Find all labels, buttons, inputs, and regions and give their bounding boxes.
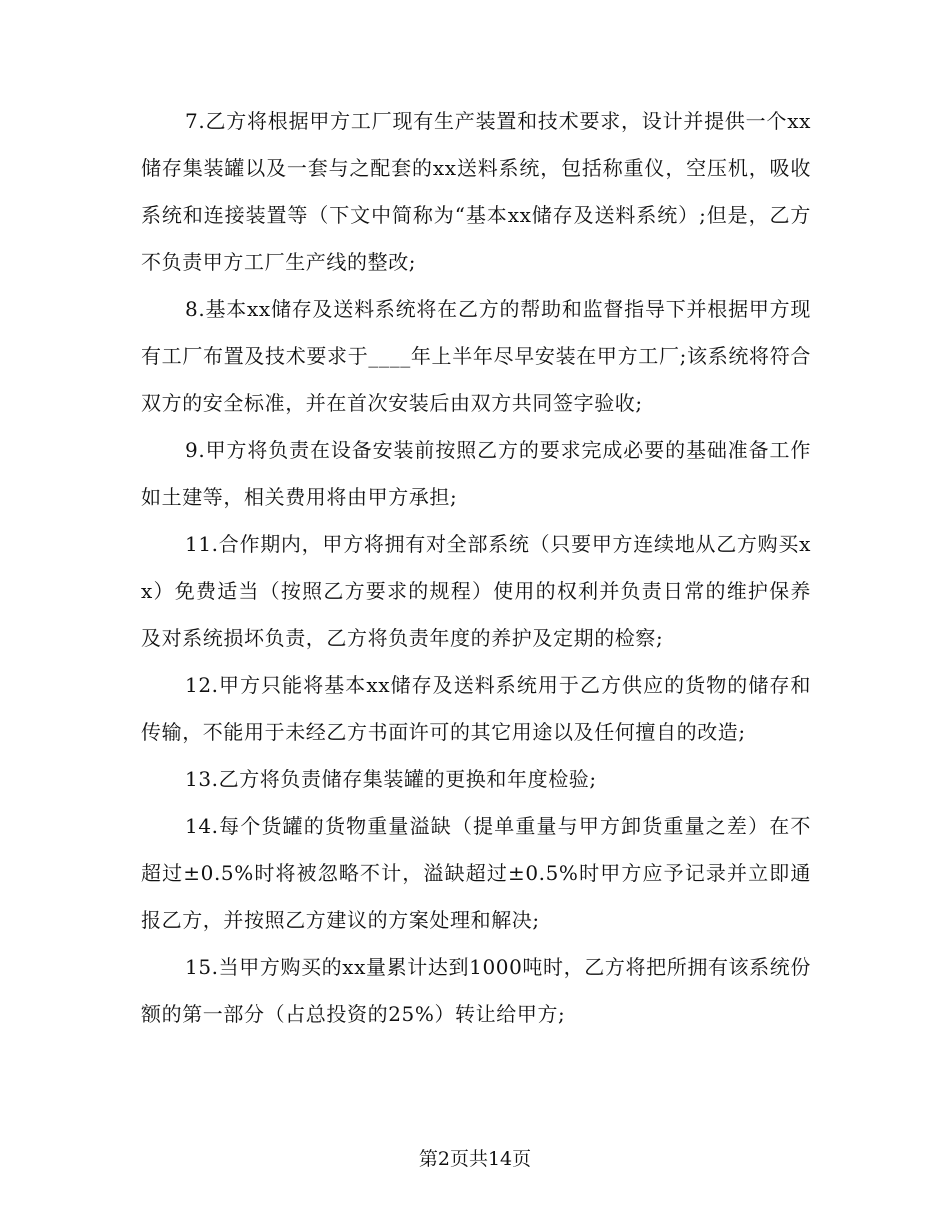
paragraph-8: 8.基本xx储存及送料系统将在乙方的帮助和监督指导下并根据甲方现有工厂布置及技术要求于____年上半年尽早安装在甲方工厂;该系统将符合双方的安全标准，并在首次安装后由双方共同签字验收; (141, 297, 811, 415)
paragraph-12: 12.甲方只能将基本xx储存及送料系统用于乙方供应的货物的储存和传输，不能用于未经乙方书面许可的其它用途以及任何擅自的改造; (141, 673, 811, 744)
paragraph-15: 15.当甲方购买的xx量累计达到1000吨时，乙方将把所拥有该系统份额的第一部分（占总投资的25%）转让给甲方; (141, 955, 811, 1026)
page-number-footer: 第2页共14页 (418, 1148, 532, 1170)
paragraph-11: 11.合作期内，甲方将拥有对全部系统（只要甲方连续地从乙方购买xx）免费适当（按照乙方要求的规程）使用的权利并负责日常的维护保养及对系统损坏负责，乙方将负责年度的养护及定期的检察; (141, 532, 811, 650)
paragraph-14: 14.每个货罐的货物重量溢缺（提单重量与甲方卸货重量之差）在不超过±0.5%时将被忽略不计，溢缺超过±0.5%时甲方应予记录并立即通报乙方，并按照乙方建议的方案处理和解决; (141, 814, 811, 932)
document-body (141, 98, 811, 1038)
paragraph-9: 9.甲方将负责在设备安装前按照乙方的要求完成必要的基础准备工作如土建等，相关费用将由甲方承担; (141, 438, 811, 509)
paragraph-7: 7.乙方将根据甲方工厂现有生产装置和技术要求，设计并提供一个xx储存集装罐以及一套与之配套的xx送料系统，包括称重仪，空压机，吸收系统和连接装置等（下文中简称为“基本xx储存及送料系统）;但是，乙方不负责甲方工厂生产线的整改; (141, 109, 811, 274)
paragraph-13: 13.乙方将负责储存集装罐的更换和年度检验; (185, 767, 597, 791)
